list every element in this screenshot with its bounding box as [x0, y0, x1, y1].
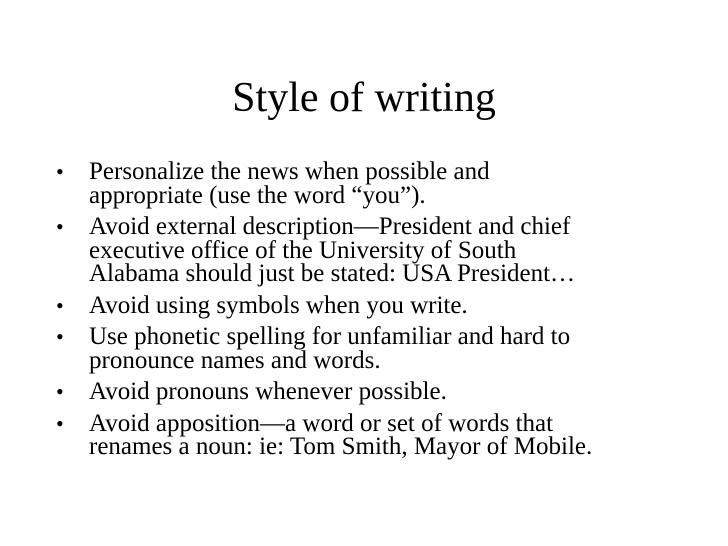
bullet-list	[56, 160, 696, 467]
bullet-text: Personalize the news when possible and appropriate (use the word “you”).	[89, 158, 490, 209]
bullet-item	[56, 215, 696, 286]
bullet-item	[56, 160, 696, 207]
bullet-icon: •	[56, 214, 64, 239]
bullet-icon: •	[56, 324, 64, 349]
bullet-icon: •	[56, 410, 64, 436]
bullet-text: Avoid apposition—a word or set of words that renames a noun: ie: Tom Smith, Mayor of Mobile.	[89, 409, 593, 460]
bullet-item	[56, 291, 696, 319]
bullet-text: Avoid pronouns whenever possible.	[89, 378, 447, 405]
bullet-item	[56, 409, 696, 460]
bullet-text: Avoid external description—President and chief executive office of the University of South Alabama should just be stated: USA President…	[89, 213, 576, 287]
bullet-icon: •	[56, 379, 64, 404]
bullet-text: Avoid using symbols when you write.	[89, 291, 468, 319]
bullet-icon: •	[56, 159, 64, 184]
bullet-item	[56, 325, 696, 372]
bullet-item	[56, 380, 696, 404]
slide-title: Style of writing	[232, 75, 496, 121]
bullet-icon: •	[56, 292, 64, 318]
bullet-text: Use phonetic spelling for unfamiliar and hard to pronounce names and words.	[89, 323, 571, 374]
